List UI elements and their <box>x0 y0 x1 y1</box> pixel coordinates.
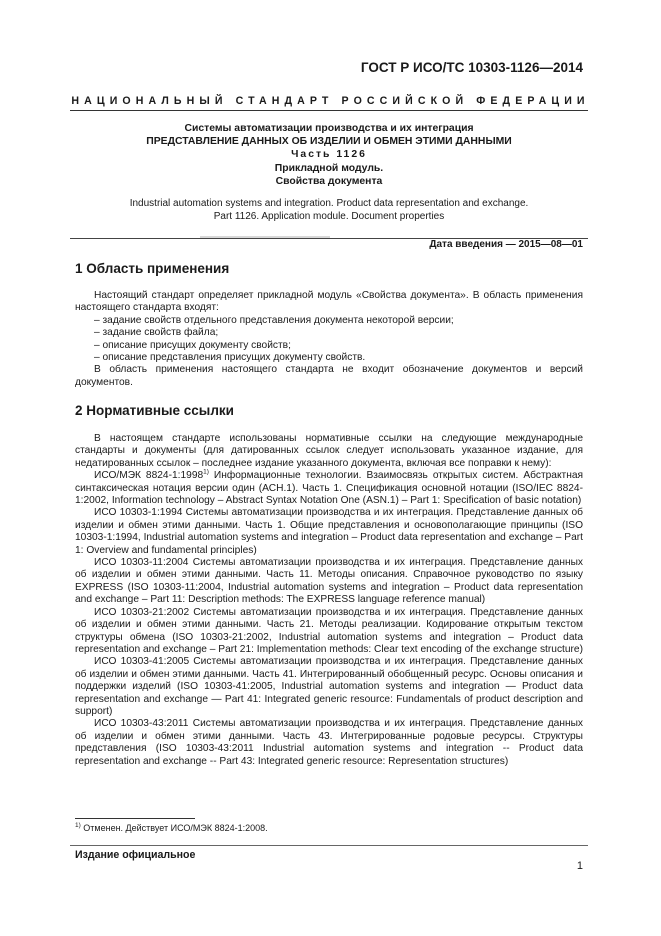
footnote-text: Отменен. Действует ИСО/МЭК 8824-1:2008. <box>80 823 268 833</box>
section-1-exclusion: В область применения настоящего стандарта не входит обозначение документов и версий документов. <box>75 364 583 388</box>
section-2-heading: 2 Нормативные ссылки <box>75 403 234 418</box>
header-divider <box>70 110 588 111</box>
edition-divider <box>70 845 588 846</box>
section-1-body <box>75 290 583 389</box>
page-number: 1 <box>576 860 583 872</box>
reference-item: ИСО 10303-1:1994 Системы автоматизации производства и их интеграция. Представление данных об изделии и обмен этими данными. Часть 1. Общие представления и основополагающие принципы (ISO 10303-1:1994, Industrial automation systems and integration – Product data representation and exchange – Part 1: Overview and fundamental principles) <box>75 507 583 556</box>
english-title-line-2: Part 1126. Application module. Document properties <box>213 211 445 222</box>
list-item: – описание представления присущих документу свойств. <box>94 352 366 364</box>
title-line-2: ПРЕДСТАВЛЕНИЕ ДАННЫХ ОБ ИЗДЕЛИИ И ОБМЕН ЭТИМИ ДАННЫМИ <box>146 136 512 148</box>
section-2-body <box>75 433 583 768</box>
footnote-divider <box>75 818 195 819</box>
introduction-date: Дата введения — 2015—08—01 <box>429 239 583 250</box>
english-title <box>70 197 588 223</box>
footnote-mark: 1) <box>203 468 209 476</box>
reference-item: ИСО 10303-43:2011 Системы автоматизации производства и их интеграция. Представление данных об изделии и обмен этими данными. Часть 43. Интегрированные родовые ресурсы. Структуры представления (ISO 10303-43:2011 Industrial automation systems and integration -- Product data representation and exchange -- Part 43: Integrated generic resource: Representation structures) <box>75 718 583 767</box>
reference-item: ИСО 10303-11:2004 Системы автоматизации производства и их интеграция. Представление данных об изделии и обмен этими данными. Часть 11. Методы описания. Справочное руководство по языку EXPRESS (ISO 10303-11:2004, Industrial automation systems and integration – Product data representation and exchange – Part 11: Description methods: The EXPRESS language reference manual) <box>75 557 583 606</box>
national-standard-banner: НАЦИОНАЛЬНЫЙ СТАНДАРТ РОССИЙСКОЙ ФЕДЕРАЦИИ <box>71 95 590 107</box>
section-1-heading: 1 Область применения <box>75 261 230 276</box>
reference-item: ИСО 10303-21:2002 Системы автоматизации производства и их интеграция. Представление данных об изделии и обмен этими данными. Часть 21. Методы реализации. Кодирование открытым текстом структуры обмена (ISO 10303-21:2002, Industrial automation systems and integration – Product data representation and exchange – Part 21: Implementation methods: Clear text encoding of the exchange structure) <box>75 606 583 655</box>
footnote-number: 1) <box>75 822 81 829</box>
reference-text: Информационные технологии. Взаимосвязь открытых систем. Абстрактная синтаксическая нотация версии один (АСН.1). Часть 1. Спецификация основной нотации (ISO/IEC 8824-1:2002, Information technology – Abstract Syntax Notation One (ASN.1) – Part 1: Specification of basic notation) <box>75 470 583 507</box>
title-part: Часть 1126 <box>291 149 367 161</box>
reference-item <box>75 470 583 507</box>
list-item: – задание свойств файла; <box>94 327 219 339</box>
official-edition-label: Издание официальное <box>75 849 196 861</box>
reference-code: ИСО/МЭК 8824-1:1998 <box>94 470 204 482</box>
russian-title <box>70 122 588 188</box>
reference-item: ИСО 10303-41:2005 Системы автоматизации производства и их интеграция. Представление данных об изделии и обмен этими данными. Часть 41. Интегрированный обобщенный ресурс. Основы описания и поддержки изделий (ISO 10303-41:2005, Industrial automation systems and integration — Product data representation and exchange — Part 41: Integrated generic resource: Fundamentals of product description and support) <box>75 656 583 717</box>
title-line-5: Свойства документа <box>275 175 383 187</box>
section-2-intro: В настоящем стандарте использованы нормативные ссылки на следующие международные стандарты и документы (для датированных ссылок следует использовать указанное издание, для недатированных ссылок – последнее издание указанного документа, включая все поправки к нему): <box>75 433 583 469</box>
title-line-1: Системы автоматизации производства и их интеграция <box>184 123 474 134</box>
footnote <box>75 823 268 833</box>
list-item: – описание присущих документу свойств; <box>94 339 291 351</box>
title-line-4: Прикладной модуль. <box>274 162 384 174</box>
document-code: ГОСТ Р ИСО/ТС 10303-1126—2014 <box>360 60 583 75</box>
english-title-line-1: Industrial automation systems and integration. Product data representation and exchange. <box>129 198 529 209</box>
list-item: – задание свойств отдельного представления документа некоторой версии; <box>94 314 454 326</box>
section-1-paragraph: Настоящий стандарт определяет прикладной модуль «Свойства документа». В область применения настоящего стандарта входят: <box>75 290 583 314</box>
